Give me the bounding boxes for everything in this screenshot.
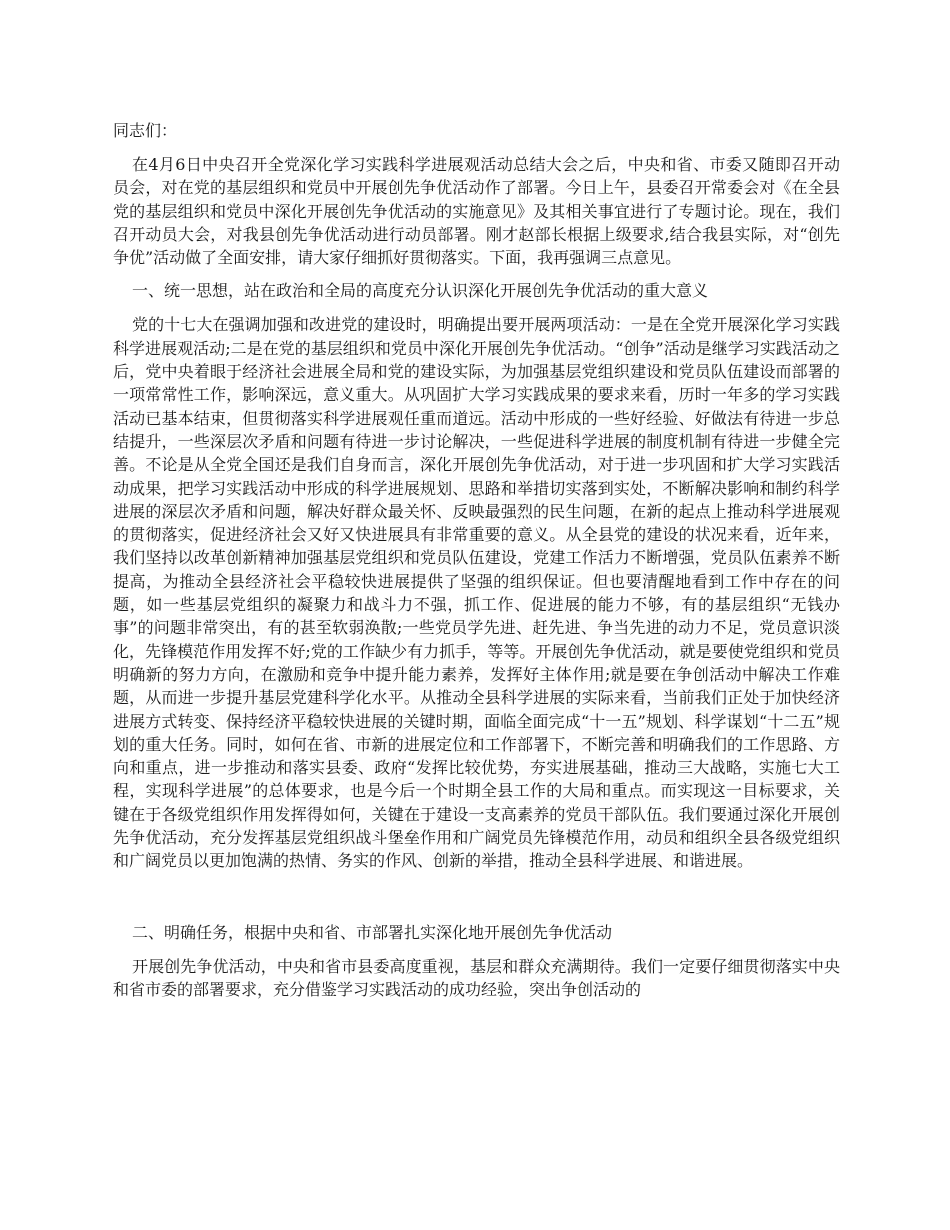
section-1-body: 党的十七大在强调加强和改进党的建设时，明确提出要开展两项活动：一是在全党开展深化学习实践科学进展观活动;二是在党的基层组织和党员中深化开展创先争优活动。“创争”活动是继学习实践活动之后，党中央着眼于经济社会进展全局和党的建设实际，为加强基层党组织建设和党员队伍建设而部署的一项常常性工作，影响深远，意义重大。从巩固扩大学习实践成果的要求来看，历时一年多的学习实践活动已基本结束，但贯彻落实科学进展观任重而道远。活动中形成的一些好经验、好做法有待进一步总结提升，一些深层次矛盾和问题有待进一步讨论解决，一些促进科学进展的制度机制有待进一步健全完善。不论是从全党全国还是我们自身而言，深化开展创先争优活动，对于进一步巩固和扩大学习实践活动成果，把学习实践活动中形成的科学进展规划、思路和举措切实落到实处，不断解决影响和制约科学进展的深层次矛盾和问题，解决好群众最关怀、反映最强烈的民生问题，在新的起点上推动科学进展观的贯彻落实，促进经济社会又好又快进展具有非常重要的意义。从全县党的建设的状况来看，近年来，我们坚持以改革创新精神加强基层党组织和党员队伍建设，党建工作活力不断增强，党员队伍素养不断提高，为推动全县经济社会平稳较快进展提供了坚强的组织保证。但也要清醒地看到工作中存在的问题，如一些基层党组织的凝聚力和战斗力不强，抓工作、促进展的能力不够，有的基层组织“无钱办事”的问题非常突出，有的甚至软弱涣散;一些党员学先进、赶先进、争当先进的动力不足，党员意识淡化，先锋模范作用发挥不好;党的工作缺少有力抓手，等等。开展创先争优活动，就是要使党组织和党员明确新的努力方向，在激励和竞争中提升能力素养，发挥好主体作用;就是要在争创活动中解决工作难题，从而进一步提升基层党建科学化水平。从推动全县科学进展的实际来看，当前我们正处于加快经济进展方式转变、保持经济平稳较快进展的关键时期，面临全面完成“十一五”规划、科学谋划“十二五”规划的重大任务。同时，如何在省、市新的进展定位和工作部署下，不断完善和明确我们的工作思路、方向和重点，进一步推动和落实县委、政府“发挥比较优势，夯实进展基础，推动三大战略，实施七大工程，实现科学进展”的总体要求，也是今后一个时期全县工作的大局和重点。而实现这一目标要求，关键在于各级党组织作用发挥得如何，关键在于建设一支高素养的党员干部队伍。我们要通过深化开展创先争优活动，充分发挥基层党组织战斗堡垒作用和广阔党员先锋模范作用，动员和组织全县各级党组织和广阔党员以更加饱满的热情、务实的作风、创新的举措，推动全县科学进展、和谐进展。 <box>113 315 840 871</box>
section-1-heading: 一、统一思想，站在政治和全局的高度充分认识深化开展创先争优活动的重大意义 <box>132 281 709 301</box>
section-spacer <box>113 883 840 921</box>
greeting: 同志们： <box>113 121 178 140</box>
section-2-body: 开展创先争优活动，中央和省市县委高度重视，基层和群众充满期待。我们一定要仔细贯彻落实中央和省市委的部署要求，充分借鉴学习实践活动的成功经验，突出争创活动的 <box>113 956 840 999</box>
section-2-heading: 二、明确任务，根据中央和省、市部署扎实深化地开展创先争优活动 <box>132 922 613 942</box>
document-page <box>113 119 840 1011</box>
intro-paragraph: 在4月6日中央召开全党深化学习实践科学进展观活动总结大会之后，中央和省、市委又随即召开动员会，对在党的基层组织和党员中开展创先争优活动作了部署。今日上午，县委召开常委会对《在全县党的基层组织和党员中深化开展创先争优活动的实施意见》及其相关事宜进行了专题讨论。现在，我们召开动员大会，对我县创先争优活动进行动员部署。刚才赵部长根据上级要求,结合我县实际，对“创先争优”活动做了全面安排，请大家仔细抓好贯彻落实。下面，我再强调三点意见。 <box>113 155 840 268</box>
